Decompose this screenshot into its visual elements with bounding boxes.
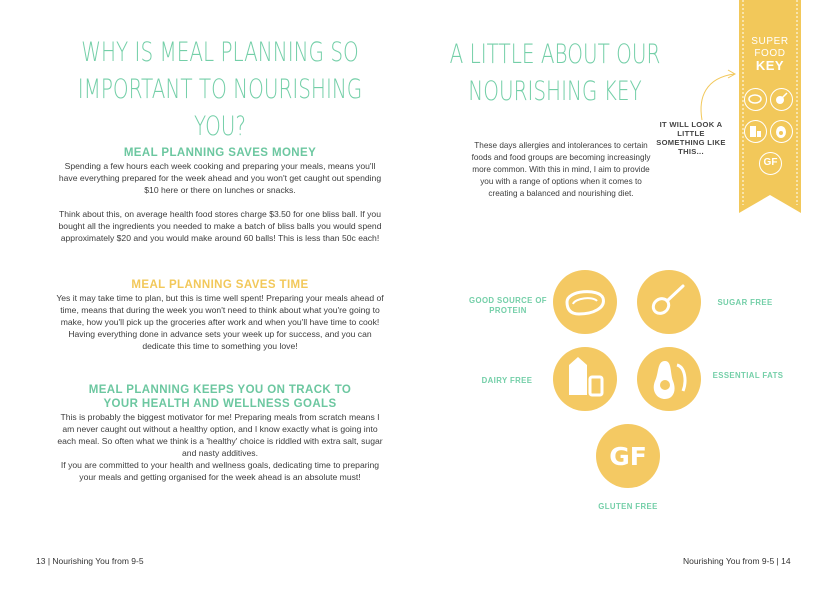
section-saves-money [55, 146, 385, 244]
title-line: A LITTLE ABOUT OUR [449, 39, 661, 70]
section-paragraph: If you are committed to your health and wellness goals, dedicating time to preparing your meals and getting organised for the week ahead is an absolute must! [60, 460, 380, 482]
page-footer-left: 13 | Nourishing You from 9-5 [36, 556, 144, 566]
label-protein: GOOD SOURCE OF PROTEIN [469, 296, 547, 315]
ribbon-key: KEY [755, 58, 785, 73]
section-paragraph: This is probably the biggest motivator for me! Preparing meals from scratch means I am never caught out without a healthy option, and I know exactly what is going into each meal. So often what we think is a 'healthy' choice is riddled with extra salt, sugar and nasty additives. [57, 412, 383, 458]
section-saves-time [55, 278, 385, 352]
dairy-free-icon [553, 347, 617, 411]
section-heading-line: YOUR HEALTH AND WELLNESS GOALS [103, 398, 337, 410]
label-essential-fats: ESSENTIAL FATS [712, 371, 784, 380]
label-sugar-free: SUGAR FREE [717, 298, 773, 307]
section-paragraph: Think about this, on average health food stores charge $3.50 for one bliss ball. If you bought all the ingredients you needed to make a batch of bliss balls you would spend approximately $20 and you would make around 60 balls! This is less than 50c each! [58, 209, 382, 243]
section-paragraph: Spending a few hours each week cooking and preparing your meals, means you'll have everything prepared for the week ahead and you won't get caught out spending $10 here or there on lunches or snacks. [58, 161, 382, 195]
protein-icon [553, 270, 617, 334]
right-page-title [414, 36, 695, 110]
intro-paragraph: These days allergies and intolerances to certain foods and food groups are becoming increasingly more common. With this in mind, I aim to provide you with a range of options when it comes to creating a balanced and nourishing diet. [471, 141, 651, 198]
mini-gluten-free-icon: GF [759, 152, 782, 175]
page-footer-right: Nourishing You from 9-5 | 14 [683, 556, 791, 566]
title-line: IMPORTANT TO NOURISHING YOU? [77, 74, 363, 142]
section-on-track [55, 383, 385, 483]
mini-protein-icon [744, 88, 767, 111]
section-heading: MEAL PLANNING SAVES TIME [131, 279, 309, 291]
right-page [420, 0, 839, 595]
label-gluten-free: GLUTEN FREE [598, 502, 658, 511]
mini-essential-fats-icon [770, 120, 793, 143]
section-heading-line: MEAL PLANNING KEEPS YOU ON TRACK TO [88, 384, 352, 396]
ribbon-super-food [739, 36, 801, 60]
left-page-title [57, 34, 383, 145]
mini-sugar-free-icon [770, 88, 793, 111]
sugar-free-icon [637, 270, 701, 334]
example-note: IT WILL LOOK A LITTLE SOMETHING LIKE THIS... [656, 120, 726, 156]
label-dairy-free: DAIRY FREE [481, 376, 533, 385]
section-paragraph: Yes it may take time to plan, but this is time well spent! Preparing your meals ahead of time, means that during the week you won't need to think about what you're going to make, how you'll pick up the groceries after work and when you'll have time to cook! Having everything done in advance sets your week up for success, and you can dedicate this time to something you love! [56, 293, 384, 351]
essential-fats-icon [637, 347, 701, 411]
gluten-free-letters: GF [609, 442, 647, 471]
ribbon-text: FOOD [754, 48, 786, 59]
title-line: WHY IS MEAL PLANNING SO [81, 37, 359, 68]
title-line: NOURISHING KEY [468, 76, 642, 107]
ribbon-text: SUPER [751, 36, 789, 47]
curved-arrow-icon [696, 62, 741, 122]
section-heading: MEAL PLANNING SAVES MONEY [123, 147, 317, 159]
mini-dairy-free-icon [744, 120, 767, 143]
gluten-free-icon [596, 424, 660, 488]
